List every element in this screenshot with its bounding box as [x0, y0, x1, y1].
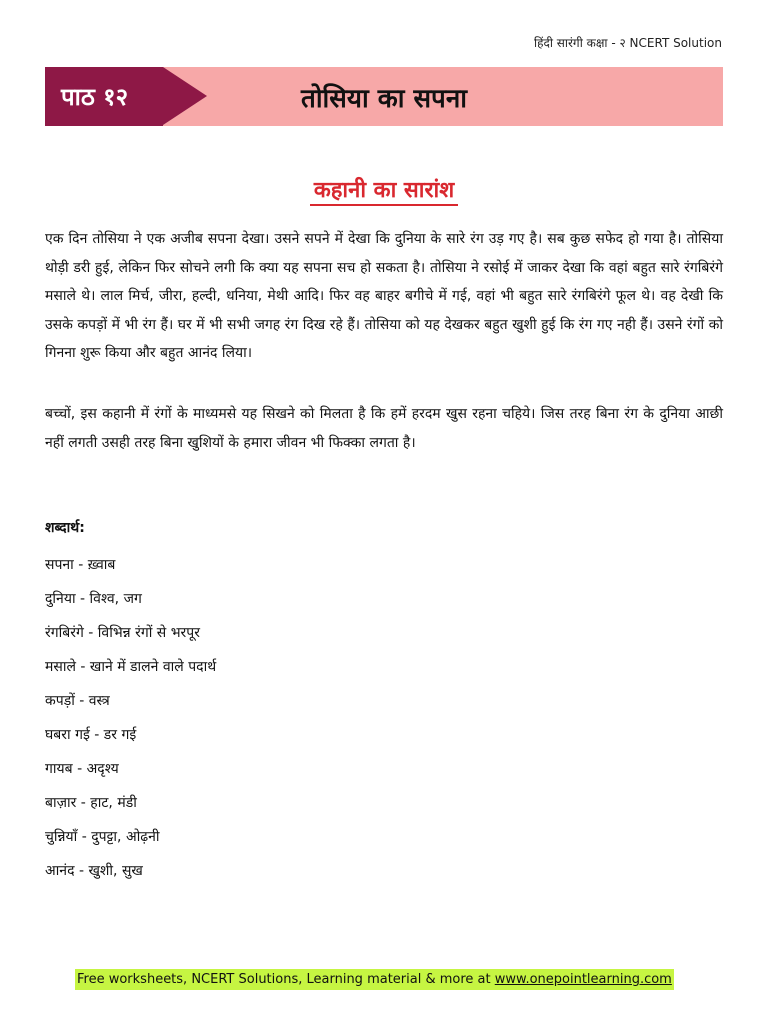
vocabulary-item: घबरा गई - डर गई	[45, 727, 137, 743]
summary-heading-text: कहानी का सारांश	[310, 178, 458, 206]
chapter-label: पाठ १२	[45, 67, 163, 126]
vocabulary-item: मसाले - खाने में डालने वाले पदार्थ	[45, 659, 217, 675]
chapter-arrow-shape	[163, 67, 207, 125]
summary-paragraph-2: बच्चों, इस कहानी में रंगों के माध्यमसे यह सिखने को मिलता है कि हमें हरदम खुस रहना चहिये। जिस तरह बिना रंग के दुनिया आछी नहीं लगती उसही तरह बिना खुशियों के हमारा जीवन भी फिक्का लगता है।	[45, 406, 723, 451]
vocabulary-item: गायब - अदृश्य	[45, 761, 119, 777]
summary-paragraph-1: एक दिन तोसिया ने एक अजीब सपना देखा। उसने सपने में देखा कि दुनिया के सारे रंग उड़ गए है। सब कुछ सफेद हो गया है। तोसिया थोड़ी डरी हुई, लेकिन फिर सोचने लगी कि क्या यह सपना सच हो सकता है। तोसिया ने रसोई में जाकर देखा कि वहां बहुत सारे रंगबिरंगे मसाले थे। लाल मिर्च, जीरा, हल्दी, धनिया, मेथी आदि। फिर वह बाहर बगीचे में गई, वहां भी बहुत सारे रंगबिरंगे फूल थे। वह देखी कि उसके कपड़ों में भी रंग हैं। घर में भी सभी जगह रंग दिख रहे हैं। तोसिया को यह देखकर बहुत खुशी हुई कि रंग गए नही हैं। उसने रंगों को गिनना शुरू किया और बहुत आनंद लिया।	[45, 231, 723, 362]
vocabulary-heading: शब्दार्थ:	[45, 520, 85, 536]
vocabulary-item: चुन्नियाँ - दुपट्टा, ओढ़नी	[45, 829, 160, 845]
summary-heading	[0, 174, 768, 204]
vocabulary-item: रंगबिरंगे - विभिन्न रंगों से भरपूर	[45, 625, 200, 641]
vocabulary-item: बाज़ार - हाट, मंडी	[45, 795, 137, 811]
vocabulary-item: दुनिया - विश्व, जग	[45, 591, 142, 607]
footer-text: Free worksheets, NCERT Solutions, Learning material & more at	[77, 972, 495, 987]
vocabulary-item: आनंद - खुशी, सुख	[45, 863, 143, 879]
vocabulary-list	[45, 548, 216, 888]
footer-website-link[interactable]: www.onepointlearning.com	[494, 972, 672, 987]
vocabulary-item: सपना - ख़्वाब	[45, 557, 116, 573]
vocabulary-item: कपड़ों - वस्त्र	[45, 693, 110, 709]
lesson-banner	[45, 67, 723, 126]
page-header-text: हिंदी सारंगी कक्षा - २ NCERT Solution	[534, 36, 722, 50]
lesson-title: तोसिया का सपना	[301, 83, 467, 114]
footer-banner	[75, 969, 674, 990]
